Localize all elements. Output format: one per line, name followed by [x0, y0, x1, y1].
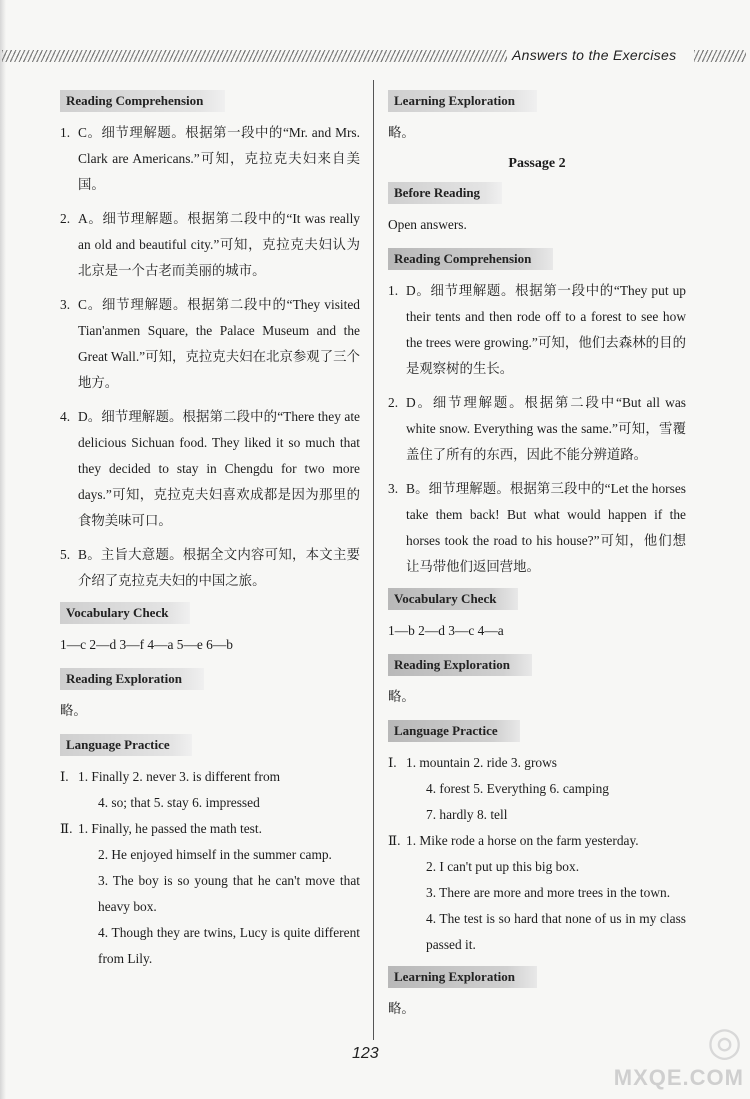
passage-title: Passage 2	[508, 156, 566, 171]
reading-exploration-text: 略。	[388, 689, 415, 704]
language-practice-part1: Ⅰ. 1. Finally 2. never 3. is different from 4. so; that 5. stay 6. impressed	[60, 769, 281, 810]
header-hatch-left	[2, 50, 507, 62]
section-label-language-practice: Language Practice	[60, 734, 192, 756]
answer-item: 1. D。细节理解题。根据第一段中的“They put up their tents and then rode off to a forest to see how the trees were growing.”可知，他们去森林的目的是观察树的生长。	[388, 283, 686, 376]
page-header	[0, 46, 750, 68]
answer-item: 1. C。细节理解题。根据第一段中的“Mr. and Mrs. Clark are Americans.”可知，克拉克夫妇来自美国。	[60, 125, 360, 192]
watermark-logo-icon: ◎	[707, 1019, 742, 1065]
before-reading-text: Open answers.	[388, 217, 467, 232]
section-label-learning-exploration: Learning Exploration	[388, 966, 537, 988]
vocabulary-answers: 1—b 2—d 3—c 4—a	[388, 623, 504, 638]
vocabulary-answers: 1—c 2—d 3—f 4—a 5—e 6—b	[60, 637, 233, 652]
header-hatch-right	[694, 50, 746, 62]
answer-item: 4. D。细节理解题。根据第二段中的“There they ate delicious Sichuan food. They liked it so much that they decided to stay in Chengdu for two more days.”可知，克拉克夫妇喜欢成都是因为那里的食物美味可口。	[60, 409, 360, 528]
language-practice-part1: Ⅰ. 1. mountain 2. ride 3. grows 4. forest 5. Everything 6. camping 7. hardly 8. tell	[388, 755, 609, 822]
section-label-vocabulary-check: Vocabulary Check	[60, 602, 190, 624]
section-label-before-reading: Before Reading	[388, 182, 502, 204]
answer-item: 3. C。细节理解题。根据第二段中的“They visited Tian'anmen Square, the Palace Museum and the Great Wall.”可知，克拉克夫妇在北京参观了三个地方。	[60, 297, 360, 390]
section-label-learning-exploration: Learning Exploration	[388, 90, 537, 112]
language-practice-part2: Ⅱ. 1. Finally, he passed the math test. 2. He enjoyed himself in the summer camp. 3. The boy is so young that he can't move that heavy box. 4. Though they are twins, Lucy is quite different from Lily.	[60, 821, 360, 966]
answer-item: 2. D。细节理解题。根据第二段中“But all was white snow. Everything was the same.”可知，雪覆盖住了所有的东西，因此不能分辨道路。	[388, 395, 686, 462]
language-practice-part2: Ⅱ. 1. Mike rode a horse on the farm yesterday. 2. I can't put up this big box. 3. There are more and more trees in the town. 4. The test is so hard that none of us in my class passed it.	[388, 833, 686, 952]
left-column	[60, 90, 360, 980]
learning-exploration-text: 略。	[388, 125, 415, 140]
page-number: 123	[352, 1045, 379, 1062]
column-divider	[373, 80, 374, 1040]
section-label-reading-exploration: Reading Exploration	[388, 654, 532, 676]
reading-exploration-text: 略。	[60, 703, 87, 718]
section-label-reading-exploration: Reading Exploration	[60, 668, 204, 690]
learning-exploration-text: 略。	[388, 1001, 415, 1016]
watermark-text: MXQE.COM	[613, 1065, 744, 1090]
running-title: Answers to the Exercises	[512, 47, 677, 63]
section-label-reading-comprehension: Reading Comprehension	[60, 90, 225, 112]
answer-item: 5. B。主旨大意题。根据全文内容可知，本文主要介绍了克拉克夫妇的中国之旅。	[60, 547, 360, 588]
section-label-reading-comprehension: Reading Comprehension	[388, 248, 553, 270]
section-label-language-practice: Language Practice	[388, 720, 520, 742]
answer-item: 3. B。细节理解题。根据第三段中的“Let the horses take them back! But what would happen if the horses took the road to his house?”可知，他们想让马带他们返回营地。	[388, 481, 686, 574]
right-column	[388, 90, 686, 1032]
page-gutter-shadow	[0, 0, 6, 1099]
section-label-vocabulary-check: Vocabulary Check	[388, 588, 518, 610]
answer-item: 2. A。细节理解题。根据第二段中的“It was really an old and beautiful city.”可知，克拉克夫妇认为北京是一个古老而美丽的城市。	[60, 211, 360, 278]
